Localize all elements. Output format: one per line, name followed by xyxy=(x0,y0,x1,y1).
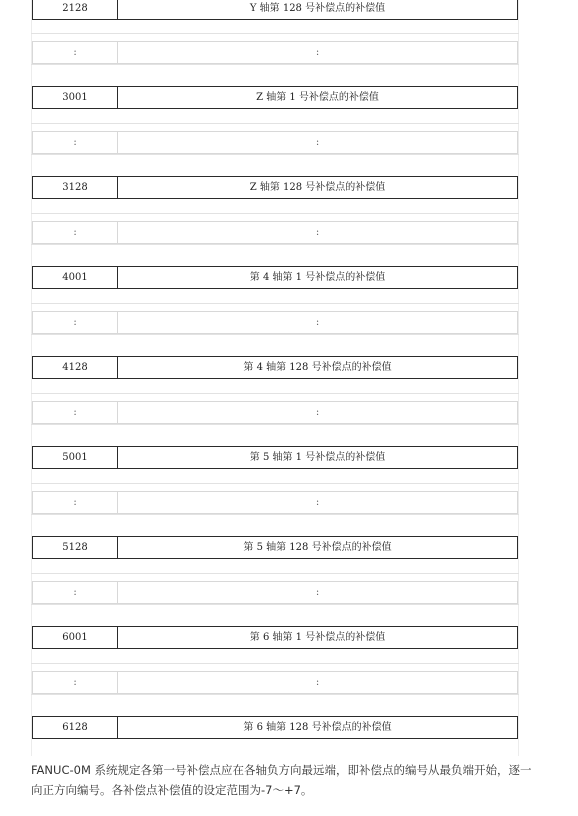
row-separator-line xyxy=(31,244,519,245)
footer-paragraph: FANUC-0M 系统规定各第一号补偿点应在各轴负方向最远端，即补偿点的编号从最负端开始，逐一向正方向编号。各补偿点补偿值的设定范围为-7～+7。 xyxy=(31,763,532,797)
parameter-number-cell: : xyxy=(33,312,118,333)
parameter-number-cell: 2128 xyxy=(33,0,118,19)
table-row xyxy=(32,266,518,289)
parameter-number-cell: : xyxy=(33,132,118,153)
description-cell: : xyxy=(315,407,320,418)
row-separator-line xyxy=(31,694,519,695)
description-cell: 第 4 轴第 1 号补偿点的补偿值 xyxy=(249,272,386,283)
page-frame-right-line xyxy=(518,0,519,756)
table-row xyxy=(32,176,518,199)
row-separator-line xyxy=(31,123,519,124)
parameter-number-cell: : xyxy=(33,582,118,603)
parameter-number-cell: : xyxy=(33,222,118,243)
description-cell: 第 5 轴第 1 号补偿点的补偿值 xyxy=(249,452,386,463)
table-row-ellipsis xyxy=(32,401,518,424)
row-separator-line xyxy=(31,33,519,34)
description-cell: : xyxy=(315,47,320,58)
table-row xyxy=(32,536,518,559)
description-cell: Y 轴第 128 号补偿点的补偿值 xyxy=(249,3,386,14)
parameter-number-cell: : xyxy=(33,402,118,423)
row-separator-line xyxy=(31,334,519,335)
table-row xyxy=(32,626,518,649)
row-separator-line xyxy=(31,514,519,515)
description-cell: : xyxy=(315,587,320,598)
row-separator-line xyxy=(31,213,519,214)
parameter-number-cell: 3001 xyxy=(33,87,118,108)
parameter-number-cell: 6001 xyxy=(33,627,118,648)
row-separator-line xyxy=(31,393,519,394)
description-cell: : xyxy=(315,317,320,328)
parameter-number-cell: 3128 xyxy=(33,177,118,198)
table-row xyxy=(32,356,518,379)
description-cell: 第 4 轴第 128 号补偿点的补偿值 xyxy=(243,362,392,373)
description-cell: : xyxy=(315,137,320,148)
description-cell: : xyxy=(315,227,320,238)
table-row xyxy=(32,716,518,739)
row-separator-line xyxy=(31,64,519,65)
parameter-number-cell: 5001 xyxy=(33,447,118,468)
row-separator-line xyxy=(31,424,519,425)
table-row-ellipsis xyxy=(32,131,518,154)
table-row-ellipsis xyxy=(32,491,518,514)
row-separator-line xyxy=(31,573,519,574)
table-row xyxy=(32,86,518,109)
row-separator-line xyxy=(31,154,519,155)
parameter-number-cell: 6128 xyxy=(33,717,118,738)
row-separator-line xyxy=(31,303,519,304)
parameter-number-cell: : xyxy=(33,672,118,693)
table-row-ellipsis xyxy=(32,671,518,694)
description-cell: 第 6 轴第 128 号补偿点的补偿值 xyxy=(243,722,392,733)
description-cell: 第 6 轴第 1 号补偿点的补偿值 xyxy=(249,632,386,643)
description-cell: 第 5 轴第 128 号补偿点的补偿值 xyxy=(243,542,392,553)
row-separator-line xyxy=(31,663,519,664)
description-cell: Z 轴第 1 号补偿点的补偿值 xyxy=(256,92,379,103)
table-row xyxy=(32,0,518,20)
parameter-number-cell: 4128 xyxy=(33,357,118,378)
table-row-ellipsis xyxy=(32,311,518,334)
row-separator-line xyxy=(31,483,519,484)
table-row xyxy=(32,446,518,469)
description-cell: : xyxy=(315,677,320,688)
row-separator-line xyxy=(31,604,519,605)
parameter-number-cell: : xyxy=(33,42,118,63)
parameter-number-cell: 5128 xyxy=(33,537,118,558)
table-row-ellipsis xyxy=(32,41,518,64)
table-row-ellipsis xyxy=(32,581,518,604)
parameter-number-cell: 4001 xyxy=(33,267,118,288)
description-cell: Z 轴第 128 号补偿点的补偿值 xyxy=(249,182,386,193)
table-row-ellipsis xyxy=(32,221,518,244)
description-cell: : xyxy=(315,497,320,508)
parameter-number-cell: : xyxy=(33,492,118,513)
